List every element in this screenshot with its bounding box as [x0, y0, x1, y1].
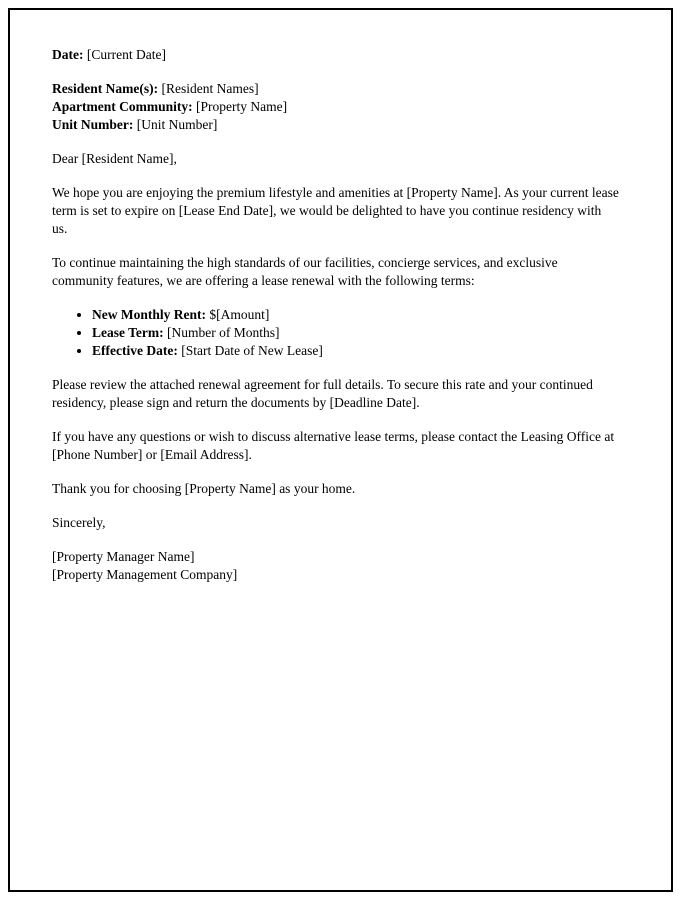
- resident-name-line: [52, 80, 619, 98]
- unit-number-label: Unit Number:: [52, 117, 134, 132]
- signature-manager-name: [Property Manager Name]: [52, 549, 195, 564]
- term-lease-term-value: [Number of Months]: [167, 325, 280, 340]
- date-line: [52, 46, 619, 64]
- closing: Sincerely,: [52, 515, 106, 530]
- term-new-monthly-rent: [92, 306, 619, 324]
- apartment-community-line: [52, 98, 619, 116]
- paragraph-review: Please review the attached renewal agreement for full details. To secure this rate and your continued residency, please sign and return the documents by [Deadline Date].: [52, 377, 593, 410]
- paragraph-intro: We hope you are enjoying the premium lifestyle and amenities at [Property Name]. As your current lease term is set to expire on [Lease End Date], we would be delighted to have you continue residency with us.: [52, 185, 619, 236]
- signature-block: [52, 548, 619, 584]
- apartment-community-value: [Property Name]: [196, 99, 288, 114]
- term-lease-term: [92, 324, 619, 342]
- resident-name-value: [Resident Names]: [161, 81, 259, 96]
- paragraph-contact: If you have any questions or wish to discuss alternative lease terms, please contact the Leasing Office at [Phone Number] or [Email Address].: [52, 429, 615, 462]
- recipient-block: [52, 80, 619, 134]
- letter-page: [8, 8, 673, 892]
- date-label: Date:: [52, 47, 84, 62]
- paragraph-thanks: Thank you for choosing [Property Name] as your home.: [52, 481, 356, 496]
- term-effective-date-value: [Start Date of New Lease]: [181, 343, 323, 358]
- term-new-monthly-rent-label: New Monthly Rent:: [92, 307, 206, 322]
- resident-name-label: Resident Name(s):: [52, 81, 159, 96]
- term-lease-term-label: Lease Term:: [92, 325, 164, 340]
- apartment-community-label: Apartment Community:: [52, 99, 193, 114]
- salutation: Dear [Resident Name],: [52, 151, 177, 166]
- signature-company-name: [Property Management Company]: [52, 567, 238, 582]
- term-effective-date-label: Effective Date:: [92, 343, 178, 358]
- paragraph-offer: To continue maintaining the high standards of our facilities, concierge services, and exclusive community features, we are offering a lease renewal with the following terms:: [52, 255, 558, 288]
- date-value: [Current Date]: [86, 47, 166, 62]
- unit-number-line: [52, 116, 619, 134]
- term-effective-date: [92, 342, 619, 360]
- lease-terms-list: [52, 306, 619, 360]
- term-new-monthly-rent-value: $[Amount]: [209, 307, 270, 322]
- unit-number-value: [Unit Number]: [136, 117, 218, 132]
